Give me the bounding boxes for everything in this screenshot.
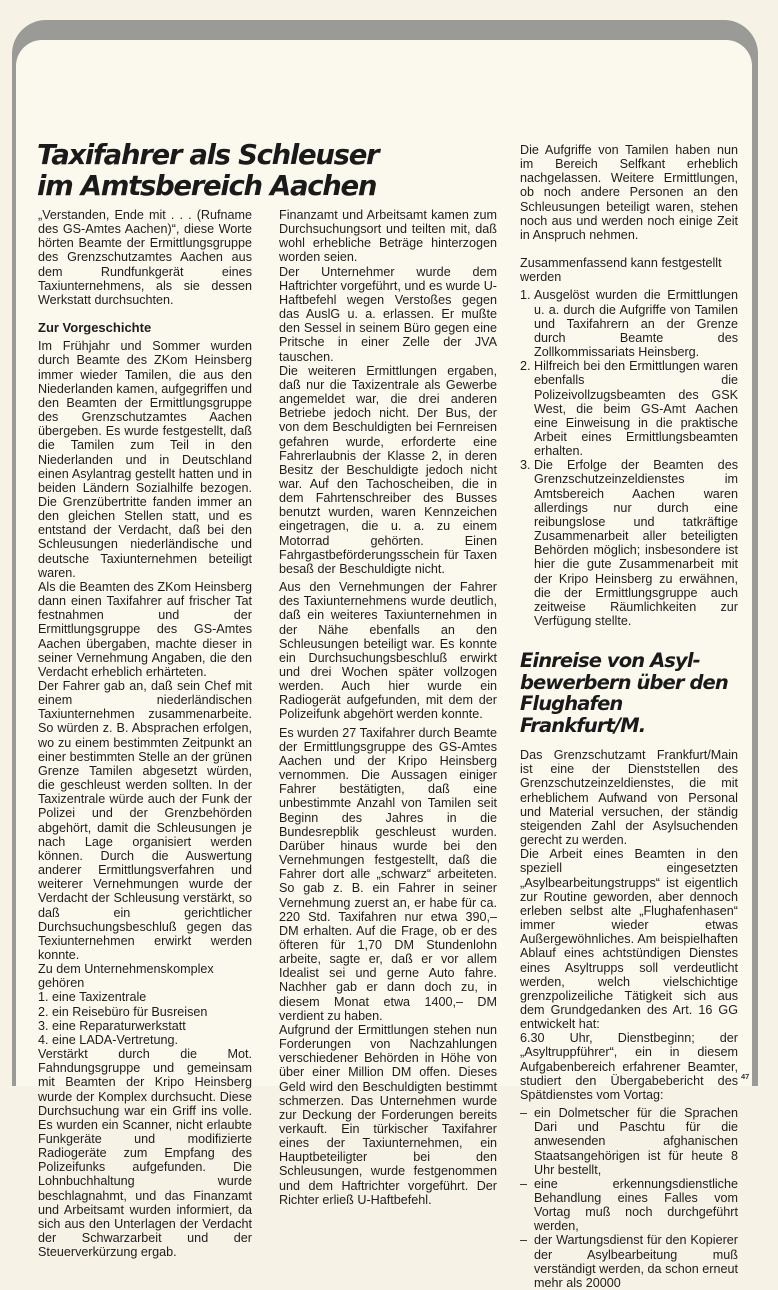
list-item <box>520 1233 738 1290</box>
page-number: 47 <box>741 1072 750 1081</box>
list-item: 3. eine Reparaturwerkstatt <box>38 1018 186 1033</box>
list-item <box>520 359 738 458</box>
list-text: ein Dolmetscher für die Sprachen Dari und Paschtu für die anwesenden afghanischen Staatsangehörigen ist für heute 8 Uhr bestellt, <box>534 1106 738 1177</box>
article-2-title-line-1: Einreise von Asyl- <box>520 649 700 673</box>
paragraph: Der Unternehmer wurde dem Haftrichter vorgeführt, und es wurde U-Haftbefehl wegen Verstoßes gegen das AuslG u. a. erlassen. Er mußte den Sessel in seinem Büro gegen eine Pritsche in einer Zelle der JVA tauschen. <box>279 264 497 364</box>
paragraph: Aufgrund der Ermittlungen stehen nun Forderungen von Nachzahlungen verschiedener Behörden in Höhe von über einer Million DM offen. Dieses Geld wird den Beschuldigten bestimmt schmerzen. Das Unternehmen wurde zur Deckung der Forderungen bereits verkauft. Ein türkischer Taxifahrer eines der Taxiunternehmen, ein Hauptbeteiligter bei den Schleusungen, wurde festgenommen und dem Haftrichter vorgeführt. Der Richter erließ U-Haftbefehl. <box>279 1022 497 1207</box>
list-item: 1. eine Taxizentrale <box>38 990 147 1005</box>
intro-paragraph: „Verstanden, Ende mit . . . (Rufname des GS-Amtes Aachen)“, diese Worte hörten Beamte der Ermittlungsgruppe des Grenzschutzamtes Aachen aus dem Rundfunkgerät eines Taxiunternehmens, als sie dessen Werkstatt durchsuchten. <box>38 208 252 307</box>
dash-list <box>520 1106 738 1290</box>
list-text: der Wartungsdienst für den Kopierer der Asylbearbeitung muß verständigt werden, da schon erneut mehr als 20000 <box>534 1233 738 1290</box>
list-item <box>520 1106 738 1177</box>
list-text: Hilfreich bei den Ermittlungen waren ebenfalls die Polizeivollzugsbeamten des GSK West, die beim GS-Amt Aachen eine Einweisung in die praktische Arbeit eines Ermittlungsbeamten erhalten. <box>534 359 738 459</box>
dash-bullet: – <box>520 1176 528 1191</box>
list-item <box>520 458 738 628</box>
article-2-title <box>520 650 738 736</box>
summary-intro: Zusammenfassend kann festgestellt werden <box>520 256 722 285</box>
dash-bullet: – <box>520 1233 528 1248</box>
list-number: 1. <box>520 288 531 303</box>
paragraph: Der Fahrer gab an, daß sein Chef mit einem niederländischen Taxiunternehmen zusammenarbeite. So würden z. B. Absprachen erfolgen, wo zu einem bestimmten Zeitpunkt an einer bestimmten Stelle an der grünen Grenze Tamilen abgesetzt würden, die geschleust werden sollten. In der Taxizentrale würde auch der Funk der Polizei und der Grenzbehörden abgehört, damit die Schleusungen je nach Lage organisiert werden können. Durch die Auswertung anderer Ermittlungsverfahren und weiterer Vernehmungen wurde der Verdacht der Schleusung verstärkt, so daß ein gerichtlicher Durchsuchungsbeschluß gegen das Texiunternehmen erwirkt werden konnte. <box>38 679 252 962</box>
paragraph: 6.30 Uhr, Dienstbeginn; der „Asyltruppführer“, ein in diesem Aufgabenbereich erfahrener Beamter, studiert den Übergabebericht des Spätdienstes vom Vortag: <box>520 1031 738 1102</box>
list-text: eine erkennungsdienstliche Behandlung eines Falles vom Vortag muß noch durchgeführt werden, <box>534 1176 738 1234</box>
paragraph: Als die Beamten des ZKom Heinsberg dann einen Taxifahrer auf frischer Tat festnahmen und der Ermittlungsgruppe des GS-Amtes Aachen übergaben, machte dieser in seiner Vernehmung Angaben, die den Verdacht erheblich erhärteten. <box>38 579 252 679</box>
paragraph: Die Aufgriffe von Tamilen haben nun im Bereich Selfkant erheblich nachgelassen. Weitere Ermittlungen, ob noch andere Personen an den Schleusungen beteiligt waren, stehen noch aus und werden noch einige Zeit in Anspruch nehmen. <box>520 143 738 242</box>
paragraph: Die weiteren Ermittlungen ergaben, daß nur die Taxizentrale als Gewerbe angemeldet war, die drei anderen Betriebe jedoch nicht. Der Bus, der von dem Beschuldigten bei Fernreisen gefahren wurde, erforderte eine Fahrerlaubnis der Klasse 2, in deren Besitz der Beschuldigte jedoch nicht war. Auf den Tachoscheiben, die in dem Fahrtenschreiber des Busses benutzt wurden, waren Kennzeichen eingetragen, die u. a. zu einem Motorrad gehörten. Einen Fahrgastbeförderungsschein für Taxen besaß der Beschuldigte nicht. <box>279 363 497 576</box>
list-number: 2. <box>520 359 531 374</box>
list-number: 3. <box>520 458 531 473</box>
paragraph: Finanzamt und Arbeitsamt kamen zum Durchsuchungsort und teilten mit, daß wohl erhebliche Beträge hinterzogen worden seien. <box>279 208 497 265</box>
article-2-title-line-2: bewerbern über den <box>520 670 728 694</box>
paragraph: Es wurden 27 Taxifahrer durch Beamte der Ermittlungsgruppe des GS-Amtes Aachen und der Kripo Heinsberg vernommen. Die Aussagen einiger Fahrer bestätigten, daß eine unbestimmte Anzahl von Tamilen seit Beginn des Jahres in die Bundesrepblik geschleust wurden. Darüber hinaus wurde bei den Vernehmungen festgestellt, daß die Fahrer dort alle „schwarz“ arbeiteten. So gab z. B. ein Fahrer in seiner Vernehmung zuerst an, er habe für ca. 220 Std. Taxifahren nur etwa 390,– DM erhalten. Auf die Frage, ob er des öfteren für 1,70 DM Stundenlohn arbeite, sagte er, daß er vor allem Idealist sei und gerne Auto fahre. Nachher gab er dann doch zu, in diesem Monat etwa 1400,– DM verdient zu haben. <box>279 725 497 1023</box>
article-title <box>37 140 378 202</box>
list-item <box>520 1177 738 1234</box>
summary-list <box>520 288 738 628</box>
paragraph: Zu dem Unternehmenskomplex gehören <box>38 962 214 991</box>
list-text: Die Erfolge der Beamten des Grenzschutzeinzeldienstes im Amtsbereich Aachen waren allerdings nur durch eine reibungslose und tatkräftige Zusammenarbeit aller beteiligten Behörden möglich; insbesondere ist hier die gute Zusammenarbeit mit der Kripo Heinsberg zu erwähnen, die der Ermittlungsgruppe auch zeitweise Räumlichkeiten zur Verfügung stellte. <box>534 458 738 628</box>
paragraph: Das Grenzschutzamt Frankfurt/Main ist eine der Dienststellen des Grenzschutzeinzeldienstes, die mit erheblichem Aufwand von Personal und Material versuchen, der ständig steigenden Zahl der Asylsuchenden gerecht zu werden. <box>520 748 738 848</box>
section-heading: Zur Vorgeschichte <box>38 320 152 336</box>
paragraph: Verstärkt durch die Mot. Fahndungsgruppe und gemeinsam mit Beamten der Kripo Heinsberg wurde der Komplex durchsucht. Diese Durchsuchung war ein Griff ins volle. Es wurden ein Scanner, nicht erlaubte Funkgeräte und modifizierte Radiogeräte zum Empfang des Polizeifunks aufgefunden. Die Lohnbuchhaltung wurde beschlagnahmt, und das Finanzamt und Arbeitsamt wurden informiert, da sich aus den Unterlagen der Verdacht der Schwarzarbeit und der Steuerverkürzung ergab. <box>38 1047 252 1260</box>
list-item: 2. ein Reisebüro für Busreisen <box>38 1004 208 1019</box>
article-2-title-line-3: Flughafen Frankfurt/M. <box>520 692 646 737</box>
list-text: Ausgelöst wurden die Ermittlungen u. a. durch die Aufgriffe von Tamilen und Taxifahrern an der Grenze durch Beamte des Zollkommissariats Heinsberg. <box>534 288 738 360</box>
list-item <box>520 288 738 359</box>
column-middle <box>279 208 497 1207</box>
column-left <box>38 208 252 1259</box>
paragraph: Im Frühjahr und Sommer wurden durch Beamte des ZKom Heinsberg immer wieder Tamilen, die aus den Niederlanden kamen, aufgegriffen und den Beamten der Ermittlungsgruppe des Grenzschutzamtes Aachen übergeben. Es wurde festgestellt, daß die Tamilen zum Teil in den Niederlanden und in Deutschland einen Asylantrag gestellt hatten und in beiden Ländern Sozialhilfe bezogen. Die Grenzübertritte fanden immer an den gleichen Stellen statt, und es entstand der Verdacht, daß bei den Schleusungen niederländische und deutsche Taxiunternehmen beteiligt waren. <box>38 339 253 580</box>
dash-bullet: – <box>520 1106 528 1121</box>
column-right <box>520 143 738 1290</box>
article-title-line-2: im Amtsbereich Aachen <box>37 170 377 202</box>
company-complex-list <box>38 990 252 1047</box>
list-item: 4. eine LADA-Vertretung. <box>38 1032 179 1047</box>
paragraph: Aus den Vernehmungen der Fahrer des Taxiunternehmens wurde deutlich, daß ein weiteres Taxiunternehmen in der Nähe ebenfalls an den Schleusungen beteiligt war. Es konnte ein Durchsuchungsbeschluß erwirkt und drei Wochen später vollzogen werden. Auch hier wurde ein Radiogerät aufgefunden, mit dem der Polizeifunk abgehört werden konnte. <box>279 580 497 722</box>
article-title-line-1: Taxifahrer als Schleuser <box>37 139 379 171</box>
paragraph: Die Arbeit eines Beamten in den speziell eingesetzten „Asylbearbeitungstrupps“ ist eigentlich zur Routine geworden, aber dennoch erleben selbst alte „Flughafenhasen“ immer wieder etwas Außergewöhnliches. Am beispielhaften Ablauf eines achtstündigen Dienstes eines Asyltrupps soll verdeutlicht werden, welch vielschichtige grenzpolizeiliche Tätigkeit sich aus dem Grundgedanken des Art. 16 GG entwickelt hat: <box>520 847 738 1032</box>
